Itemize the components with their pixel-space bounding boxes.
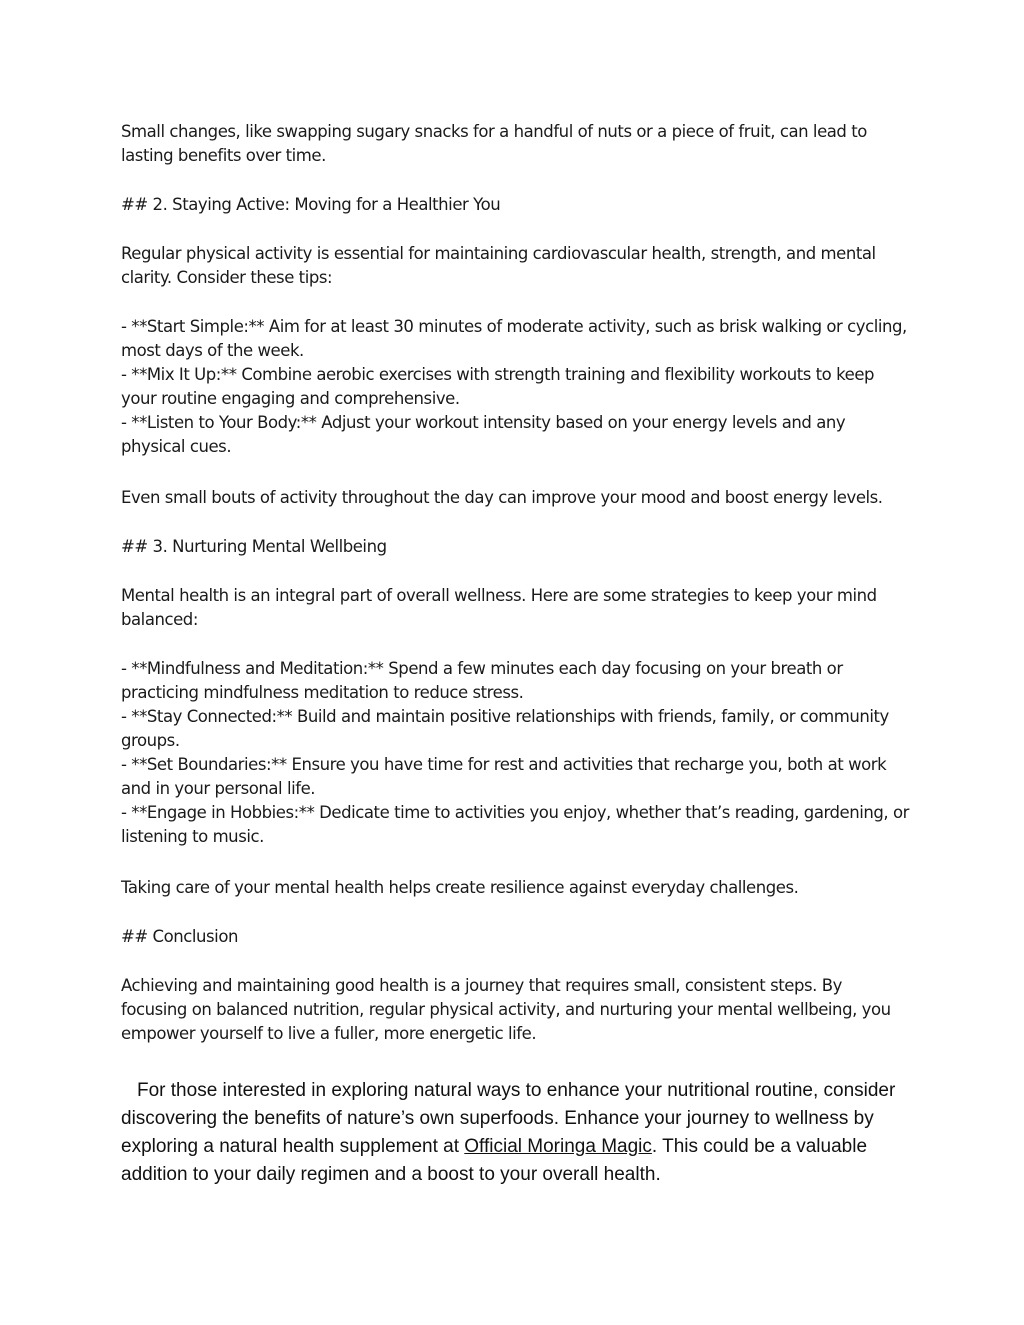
section-2-outro: Even small bouts of activity throughout the day can improve your mood and boost energy levels. — [121, 488, 883, 507]
list-item: - **Set Boundaries:** Ensure you have time for rest and activities that recharge you, both at work and in your personal life. — [121, 755, 887, 798]
section-2-intro: Regular physical activity is essential for maintaining cardiovascular health, strength, and mental clarity. Consider these tips: — [121, 244, 876, 287]
section-3-outro: Taking care of your mental health helps create resilience against everyday challenges. — [121, 878, 799, 897]
list-item: - **Engage in Hobbies:** Dedicate time to activities you enjoy, whether that’s reading, gardening, or listening to music. — [121, 803, 910, 846]
section-2-heading: ## 2. Staying Active: Moving for a Healthier You — [121, 195, 501, 214]
list-item: - **Stay Connected:** Build and maintain positive relationships with friends, family, or community groups. — [121, 707, 889, 750]
closing-text-before-link: For those interested in exploring natural ways to enhance your nutritional routine, consider discovering the benefits of nature’s own superfoods. Enhance your journey to wellness by exploring a natural health supplement at — [121, 1080, 896, 1157]
section-2-tips-list — [121, 315, 911, 459]
closing-paragraph — [121, 1077, 911, 1189]
official-moringa-magic-link[interactable]: Official Moringa Magic — [464, 1136, 652, 1157]
closing-text-after-link: . This could be a valuable addition to your daily regimen and a boost to your overall health. — [121, 1136, 868, 1185]
section-3-strategies-list — [121, 657, 911, 849]
list-item: - **Mix It Up:** Combine aerobic exercises with strength training and flexibility workouts to keep your routine engaging and comprehensive. — [121, 365, 875, 408]
list-item: - **Mindfulness and Meditation:** Spend a few minutes each day focusing on your breath or practicing mindfulness meditation to reduce stress. — [121, 659, 843, 702]
intro-paragraph: Small changes, like swapping sugary snacks for a handful of nuts or a piece of fruit, can lead to lasting benefits over time. — [121, 122, 867, 165]
conclusion-heading: ## Conclusion — [121, 927, 238, 946]
conclusion-paragraph: Achieving and maintaining good health is a journey that requires small, consistent steps. By focusing on balanced nutrition, regular physical activity, and nurturing your mental wellbeing, you empower yourself to live a fuller, more energetic life. — [121, 976, 891, 1043]
section-3-intro: Mental health is an integral part of overall wellness. Here are some strategies to keep your mind balanced: — [121, 586, 877, 629]
list-item: - **Listen to Your Body:** Adjust your workout intensity based on your energy levels and any physical cues. — [121, 413, 846, 456]
section-3-heading: ## 3. Nurturing Mental Wellbeing — [121, 537, 387, 556]
document-page — [121, 120, 911, 1208]
list-item: - **Start Simple:** Aim for at least 30 minutes of moderate activity, such as brisk walking or cycling, most days of the week. — [121, 317, 907, 360]
